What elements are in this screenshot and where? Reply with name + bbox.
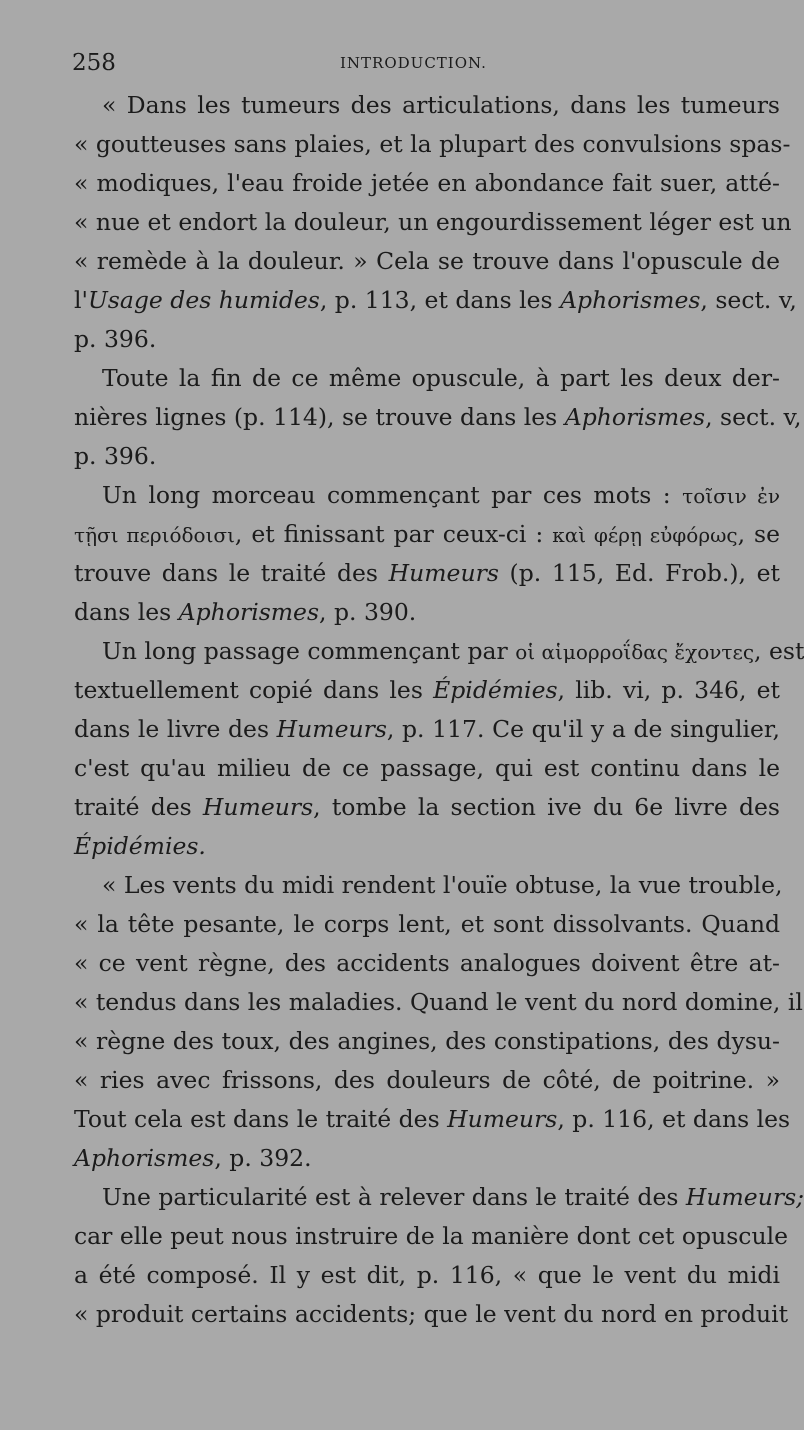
text-line (74, 86, 780, 125)
text-line (74, 749, 780, 788)
text-line (74, 866, 783, 905)
page-header (72, 50, 778, 86)
text-run: « ce vent règne, des accidents analogues doivent être at- (74, 949, 780, 977)
text-run: , sect. v, (700, 286, 797, 314)
text-line (74, 1022, 780, 1061)
greek-text: τοῖσιν ἐν (682, 484, 780, 508)
text-line (74, 281, 797, 320)
text-line (74, 515, 780, 554)
text-line (74, 398, 802, 437)
text-run: Tout cela est dans le traité des (74, 1105, 448, 1133)
text-run: « la tête pesante, le corps lent, et sont dissolvants. Quand (74, 910, 780, 938)
text-run: , p. 392. (214, 1144, 312, 1172)
italic-text: Usage des humides (87, 286, 320, 314)
text-run: , lib. vi, p. 346, et (557, 676, 780, 704)
text-line (74, 1139, 780, 1178)
text-run: trouve dans le traité des (74, 559, 389, 587)
italic-text: Épidémies. (74, 832, 206, 860)
text-run: , p. 113, et dans les (319, 286, 561, 314)
greek-text: καὶ φέρῃ εὐφόρως (552, 523, 738, 547)
text-run: , tombe la section ive du 6e livre des (313, 793, 780, 821)
text-run: p. 396. (74, 442, 157, 470)
text-run: Un long morceau commençant par ces mots : (102, 481, 683, 509)
italic-text: Aphorismes (74, 1144, 215, 1172)
text-run: Toute la fin de ce même opuscule, à part les deux der- (102, 364, 780, 392)
text-line (74, 437, 780, 476)
italic-text: Humeurs (447, 1105, 558, 1133)
text-run: , sect. v, (705, 403, 802, 431)
italic-text: Aphorismes (178, 598, 320, 626)
text-run: « modiques, l'eau froide jetée en abondance fait suer, atté- (74, 169, 780, 197)
text-line (74, 905, 780, 944)
text-line (74, 827, 780, 866)
text-line (74, 788, 780, 827)
text-line (74, 1178, 804, 1217)
italic-text: Aphorismes (564, 403, 706, 431)
text-run: « Les vents du midi rendent l'ouïe obtuse, la vue trouble, (102, 871, 783, 899)
text-line (74, 203, 792, 242)
text-run: , se (737, 520, 780, 548)
text-line (74, 164, 780, 203)
text-run: , et finissant par ceux-ci : (234, 520, 553, 548)
text-run: « produit certains accidents; que le vent du nord en produit (74, 1300, 789, 1328)
text-run: , p. 116, et dans les (557, 1105, 791, 1133)
text-line (74, 476, 780, 515)
text-run: c'est qu'au milieu de ce passage, qui est continu dans le (74, 754, 780, 782)
text-line (74, 593, 780, 632)
text-run: « tendus dans les maladies. Quand le vent du nord domine, il (74, 988, 803, 1016)
greek-text: οἱ αἱμορροΐδας ἔχοντες (515, 640, 755, 664)
text-run: Une particularité est à relever dans le traité des (102, 1183, 686, 1211)
italic-text: Humeurs (202, 793, 314, 821)
running-head: INTRODUCTION. (340, 54, 487, 72)
text-line (74, 1100, 791, 1139)
text-run: « ries avec frissons, des douleurs de côté, de poitrine. » (74, 1066, 780, 1094)
text-run: dans le livre des (74, 715, 277, 743)
text-line (74, 983, 803, 1022)
page-number: 258 (72, 50, 116, 76)
text-run: Un long passage commençant par (102, 637, 516, 665)
text-line (74, 1295, 789, 1334)
text-run: (p. 115, Ed. Frob.), et (498, 559, 781, 587)
italic-text: Aphorismes (560, 286, 701, 314)
text-run: , p. 117. Ce qu'il y a de singulier, (386, 715, 780, 743)
text-line (74, 944, 780, 983)
text-line (74, 125, 791, 164)
italic-text: Humeurs (388, 559, 499, 587)
text-run: textuellement copié dans les (74, 676, 434, 704)
text-run: nières lignes (p. 114), se trouve dans les (74, 403, 565, 431)
text-line (74, 359, 780, 398)
text-line (74, 554, 780, 593)
text-line (74, 1217, 788, 1256)
text-run: traité des (74, 793, 203, 821)
text-line (74, 242, 780, 281)
italic-text: Humeurs; (685, 1183, 804, 1211)
text-line (74, 1061, 780, 1100)
text-run: l' (74, 286, 88, 314)
text-line (74, 710, 780, 749)
text-run: a été composé. Il y est dit, p. 116, « que le vent du midi (74, 1261, 780, 1289)
text-run: , est (754, 637, 804, 665)
text-line (74, 632, 804, 671)
body-text (74, 86, 804, 1334)
text-run: « Dans les tumeurs des articulations, dans les tumeurs (102, 91, 780, 119)
text-run: car elle peut nous instruire de la manière dont cet opuscule (74, 1222, 788, 1250)
text-run: « nue et endort la douleur, un engourdissement léger est un (74, 208, 792, 236)
text-line (74, 671, 780, 710)
text-line (74, 1256, 780, 1295)
text-run: dans les (74, 598, 179, 626)
text-run: « goutteuses sans plaies, et la plupart des convulsions spas- (74, 130, 791, 158)
text-run: « remède à la douleur. » Cela se trouve dans l'opuscule de (74, 247, 780, 275)
italic-text: Humeurs (276, 715, 387, 743)
greek-text: τῇσι περιόδοισι (74, 523, 235, 547)
italic-text: Épidémies (433, 676, 558, 704)
text-run: p. 396. (74, 325, 157, 353)
text-run: « règne des toux, des angines, des constipations, des dysu- (74, 1027, 780, 1055)
text-line (74, 320, 780, 359)
text-run: , p. 390. (319, 598, 417, 626)
